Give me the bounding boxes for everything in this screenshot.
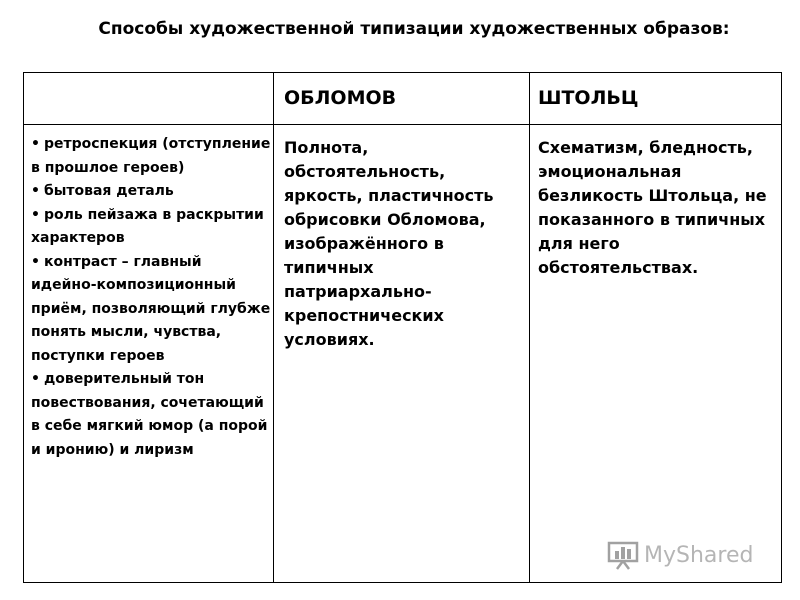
- oblomov-description: Полнота, обстоятельность, яркость, пластичность обрисовки Обломова, изображённого в типичных патриархально-крепостнических условиях.: [284, 138, 494, 349]
- bullet-icon: •: [31, 371, 40, 387]
- bullet-icon: •: [31, 183, 40, 199]
- header-divider: [24, 124, 781, 125]
- methods-list: [31, 133, 271, 462]
- column-divider: [529, 73, 530, 582]
- bullet-icon: •: [31, 206, 40, 223]
- watermark-text: MyShared: [644, 542, 754, 568]
- watermark-logo: [606, 538, 753, 572]
- list-item: • доверительный тон повествования, сочетающий в себе мягкий юмор (а порой и иронию) и лиризм: [31, 368, 271, 462]
- list-item: • контраст – главный идейно-композиционный приём, позволяющий глубже понять мысли, чувства, поступки героев: [31, 251, 271, 369]
- stolz-description: Схематизм, бледность, эмоциональная безликость Штольца, не показанного в типичных для него обстоятельствах.: [538, 138, 767, 277]
- list-item: • роль пейзажа в раскрытии характеров: [31, 204, 271, 251]
- list-item: • ретроспекция (отступление в прошлое героев): [31, 133, 271, 180]
- comparison-table: [23, 72, 782, 583]
- column-header-oblomov: ОБЛОМОВ: [284, 87, 397, 109]
- page-title: Способы художественной типизации художественных образов:: [98, 19, 730, 39]
- bullet-icon: •: [31, 136, 40, 152]
- list-item: • бытовая деталь: [31, 180, 271, 204]
- bullet-icon: •: [31, 253, 40, 270]
- column-divider: [273, 73, 274, 582]
- presentation-board-icon: [606, 539, 640, 571]
- column-header-stolz: ШТОЛЬЦ: [538, 87, 639, 109]
